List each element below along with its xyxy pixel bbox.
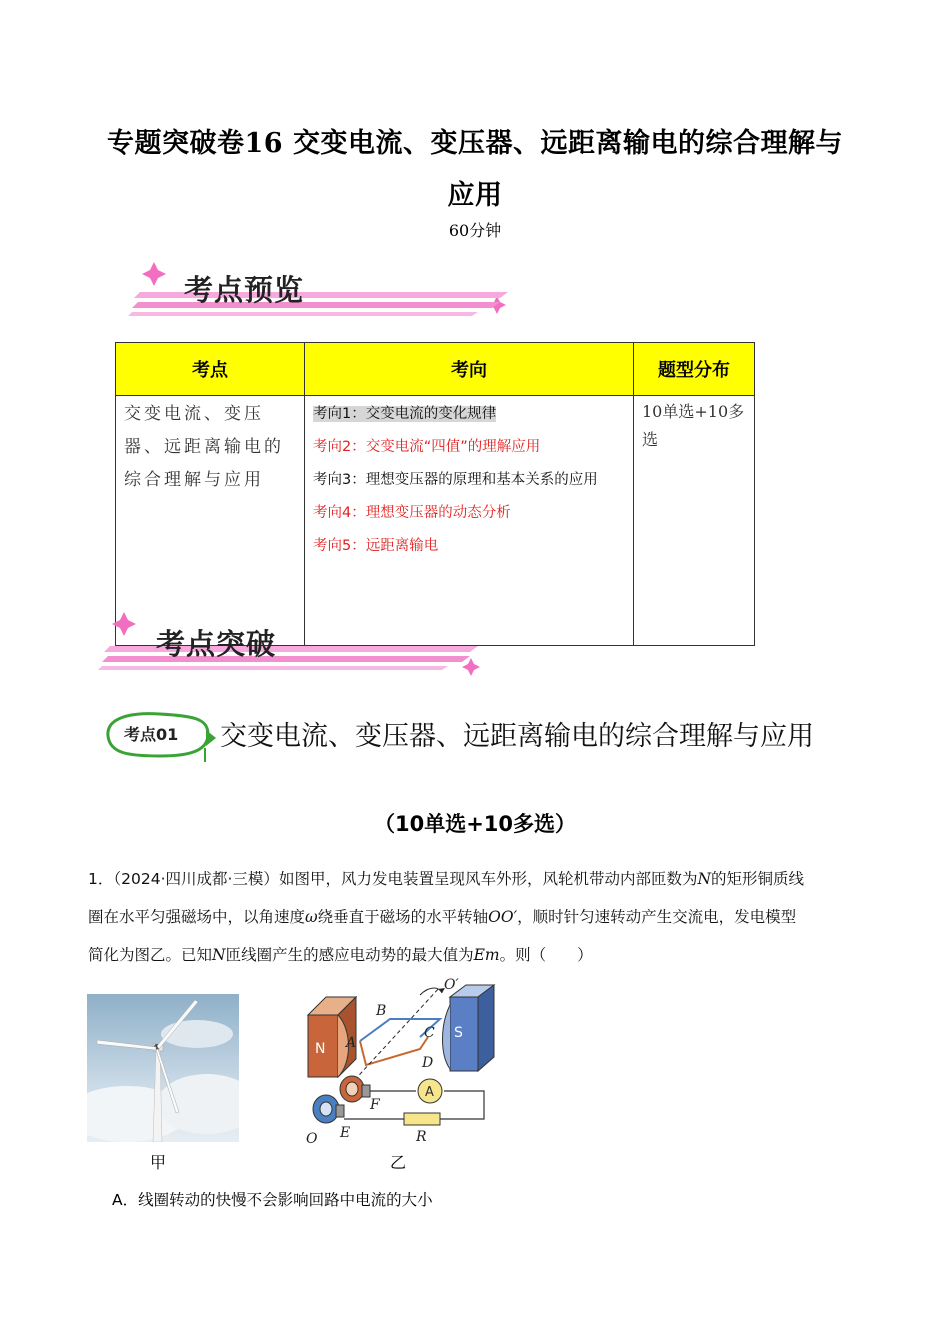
title-line-1: 专题突破卷16 交变电流、变压器、远距离输电的综合理解与 [107, 128, 843, 159]
label-O: O [306, 1131, 318, 1147]
question-line1: 如图甲，风力发电装置呈现风车外形，风轮机带动内部匝数为 [278, 870, 698, 888]
var-axis: OO′ [488, 908, 518, 926]
question-line2: 圈在水平匀强磁场中，以角速度 [88, 908, 306, 926]
question-count: （10单选+10多选） [373, 812, 577, 836]
distribution-cell: 10单选+10多选 [634, 396, 755, 646]
var-Em: Em [473, 946, 500, 964]
outline-table [115, 342, 755, 646]
topic-cell: 交变电流、变压器、远距离输电的综合理解与应用 [116, 396, 305, 646]
question-line1-tail: 的矩形铜质线 [711, 870, 805, 888]
label-D: D [422, 1055, 434, 1071]
header-distribution: 题型分布 [634, 343, 755, 396]
wind-turbine-icon [87, 994, 239, 1142]
generator-diagram-icon [300, 975, 500, 1150]
wind-turbine-photo [87, 994, 239, 1142]
title-line-2: 应用 [447, 180, 503, 211]
section-title: 交变电流、变压器、远距离输电的综合理解与应用 [220, 721, 814, 752]
label-O-prime: O′ [444, 977, 459, 993]
question-line3-tail: 。则（ ） [499, 946, 593, 964]
question-line3: 简化为图乙。已知 [88, 946, 213, 964]
section-badge [100, 708, 218, 764]
question-1 [88, 860, 868, 974]
direction-item-4: 考向4：理想变压器的动态分析 [313, 505, 511, 521]
label-A: A [346, 1035, 357, 1051]
var-N-2: N [212, 946, 226, 964]
label-C: C [424, 1025, 435, 1041]
page-title [60, 118, 890, 222]
header-direction: 考向 [305, 343, 634, 396]
duration: 60分钟 [448, 221, 502, 240]
question-source: （2024·四川成都·三模） [113, 870, 279, 888]
figure-caption-yi: 乙 [390, 1153, 407, 1172]
direction-item-1: 考向1：交变电流的变化规律 [313, 406, 497, 422]
figure-caption-jia: 甲 [150, 1153, 167, 1172]
var-N: N [697, 870, 712, 888]
var-omega: ω [305, 908, 318, 926]
option-a[interactable]: A．线圈转动的快慢不会影响回路中电流的大小 [112, 1191, 433, 1209]
label-S: S [454, 1025, 463, 1041]
banner-preview-text: 考点预览 [184, 273, 305, 307]
label-F: F [370, 1097, 380, 1113]
label-R: R [416, 1129, 427, 1145]
label-B: B [376, 1003, 387, 1019]
table-header-row [116, 343, 755, 396]
question-number: 1． [88, 870, 114, 888]
direction-item-2: 考向2：交变电流“四值”的理解应用 [313, 439, 541, 455]
direction-item-3: 考向3：理想变压器的原理和基本关系的应用 [313, 472, 598, 488]
label-E: E [340, 1125, 351, 1141]
banner-preview [128, 258, 518, 328]
banner-breakthrough [98, 612, 488, 682]
question-line2-tail: ，顺时针匀速转动产生交流电，发电模型 [517, 908, 797, 926]
directions-cell [305, 396, 634, 646]
direction-item-5: 考向5：远距离输电 [313, 538, 439, 554]
generator-diagram [300, 975, 500, 1150]
badge-text: 考点01 [124, 725, 179, 744]
banner-breakthrough-text: 考点突破 [156, 627, 277, 661]
question-line2-mid: 绕垂直于磁场的水平转轴 [317, 908, 489, 926]
label-N: N [315, 1041, 326, 1057]
label-ammeter: A [425, 1085, 434, 1100]
table-row [116, 396, 755, 646]
question-line3-mid: 匝线圈产生的感应电动势的最大值为 [225, 946, 474, 964]
header-topic: 考点 [116, 343, 305, 396]
